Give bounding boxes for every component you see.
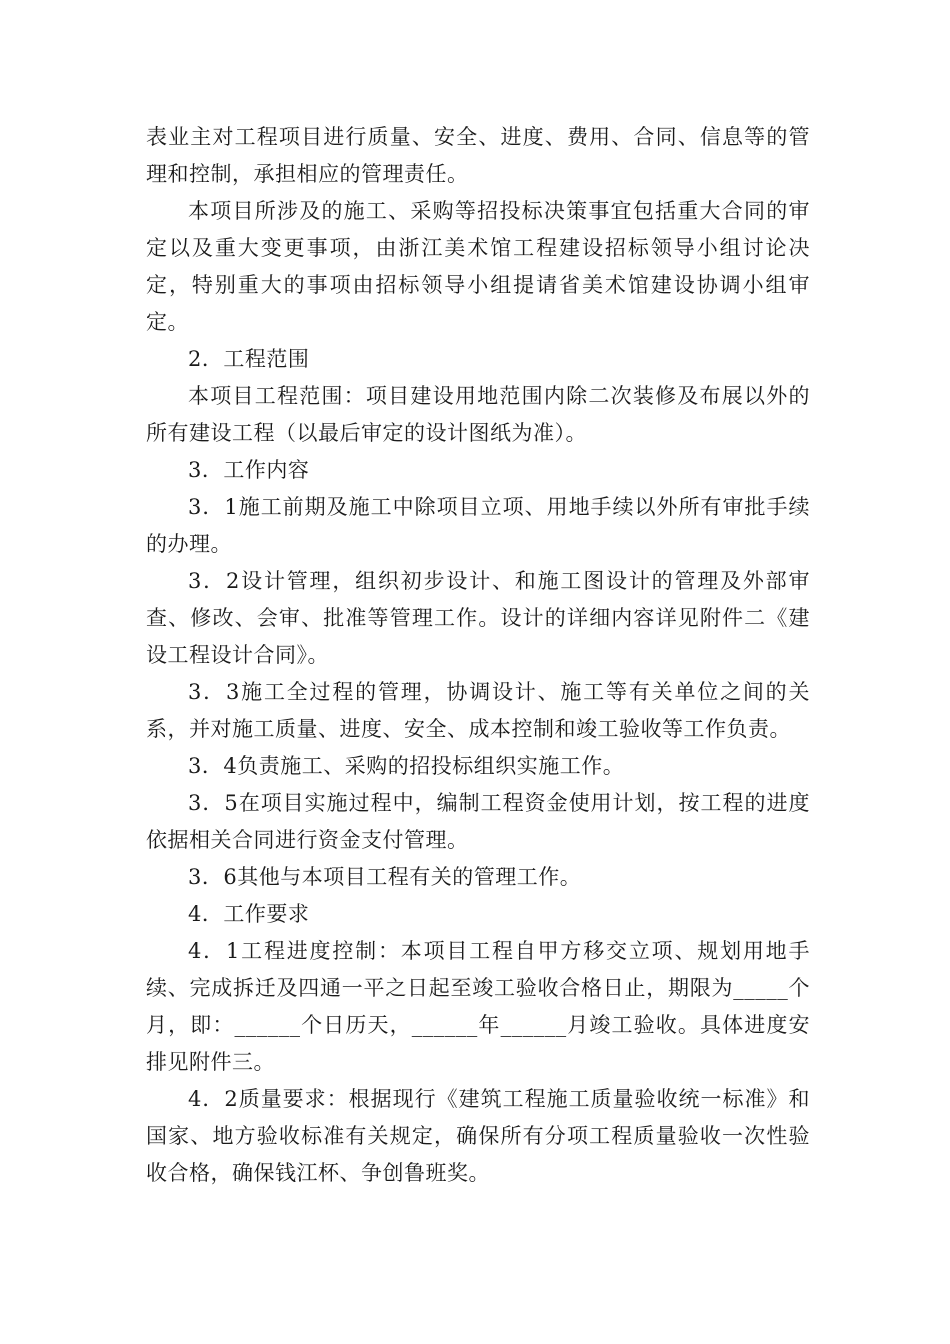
list-item: 4．1工程进度控制：本项目工程自甲方移交立项、规划用地手续、完成拆迁及四通一平之日起至竣工验收合格日止，期限为_____个月，即：______个日历天，______年______月竣工验收。具体进度安排见附件三。 (146, 939, 810, 1074)
list-item: 4．2质量要求：根据现行《建筑工程施工质量验收统一标准》和国家、地方验收标准有关规定，确保所有分项工程质量验收一次性验收合格，确保钱江杯、争创鲁班奖。 (146, 1087, 810, 1185)
list-item: 3．4负责施工、采购的招投标组织实施工作。 (188, 754, 625, 778)
list-item: 3．5在项目实施过程中，编制工程资金使用计划，按工程的进度依据相关合同进行资金支付管理。 (146, 791, 810, 852)
list-item: 3．3施工全过程的管理，协调设计、施工等有关单位之间的关系，并对施工质量、进度、安全、成本控制和竣工验收等工作负责。 (146, 680, 810, 741)
paragraph: 本项目工程范围：项目建设用地范围内除二次装修及布展以外的所有建设工程（以最后审定的设计图纸为准）。 (146, 384, 810, 445)
paragraph: 表业主对工程项目进行质量、安全、进度、费用、合同、信息等的管理和控制，承担相应的管理责任。 (146, 125, 810, 186)
section-heading: 4．工作要求 (188, 902, 310, 926)
section-heading: 2．工程范围 (188, 347, 310, 371)
paragraph: 本项目所涉及的施工、采购等招投标决策事宜包括重大合同的审定以及重大变更事项，由浙江美术馆工程建设招标领导小组讨论决定，特别重大的事项由招标领导小组提请省美术馆建设协调小组审定。 (146, 199, 810, 334)
document-body (146, 119, 810, 1192)
list-item: 3．6其他与本项目工程有关的管理工作。 (188, 865, 582, 889)
list-item: 3．1施工前期及施工中除项目立项、用地手续以外所有审批手续的办理。 (146, 495, 810, 556)
section-heading: 3．工作内容 (188, 458, 310, 482)
list-item: 3．2设计管理，组织初步设计、和施工图设计的管理及外部审查、修改、会审、批准等管理工作。设计的详细内容详见附件二《建设工程设计合同》。 (146, 569, 810, 667)
